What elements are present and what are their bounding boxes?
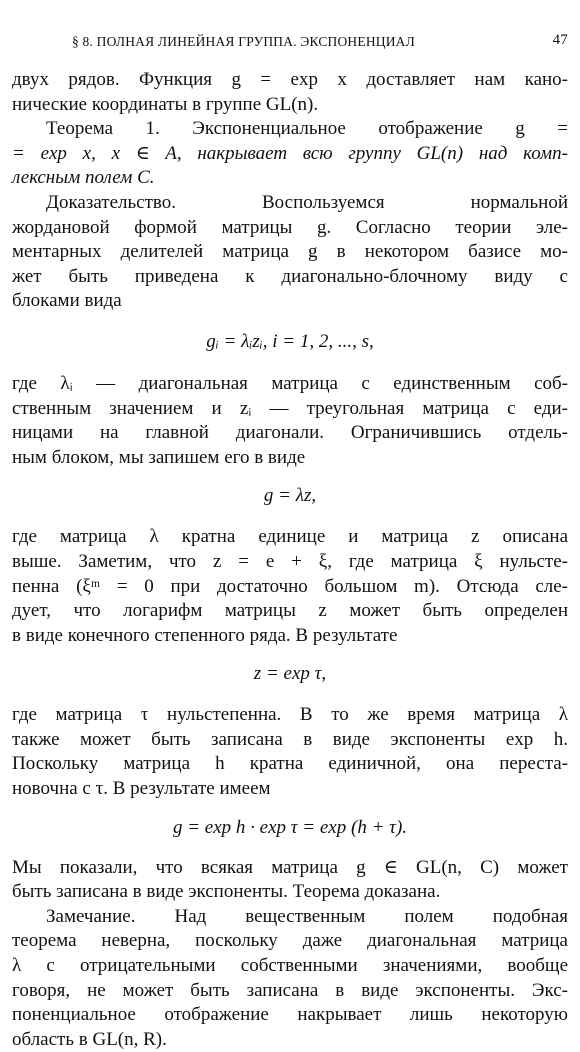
text-line: λ с отрицательными собственными значениями, вообще xyxy=(12,955,568,977)
text-line: пенна (ξᵐ = 0 при достаточно большом m). Отсюда сле- xyxy=(12,575,568,597)
text-line: жет быть приведена к диагонально-блочному виду с xyxy=(12,265,568,287)
text-line: дует, что логарифм матрицы z может быть определен xyxy=(12,600,568,622)
text-line: область в GL(n, R). xyxy=(12,1028,167,1050)
text-line: Поскольку матрица h кратна единичной, она переста- xyxy=(12,753,568,775)
text-line: = exp x, x ∈ A, накрывает всю группу GL(n) над комп- xyxy=(12,142,568,164)
text-line: ментарных делителей матрица g в некотором базисе мо- xyxy=(12,241,568,263)
text-line: где матрица τ нульстепенна. В то же время матрица λ xyxy=(12,704,568,726)
proof-heading-line: Доказательство. Воспользуемся нормальной xyxy=(46,191,568,213)
text-line: двух рядов. Функция g = exp x доставляет нам кано- xyxy=(12,69,568,90)
theorem-heading-line: Теорема 1. Экспоненциальное отображение g = xyxy=(46,118,568,140)
text-line: блоками вида xyxy=(12,290,122,312)
page-number: 47 xyxy=(552,32,568,48)
text-line: ным блоком, мы запишем его в виде xyxy=(12,446,306,468)
text-line: также может быть записана в виде экспоненты exp h. xyxy=(12,728,568,750)
formula-g-exp: g = exp h · exp τ = exp (h + τ). xyxy=(172,816,408,838)
text-line: быть записана в виде экспоненты. Теорема доказана. xyxy=(12,881,441,903)
formula-block: gᵢ = λᵢzᵢ, i = 1, 2, ..., s, xyxy=(206,330,374,352)
text-line: где матрица λ кратна единице и матрица z описана xyxy=(12,526,568,548)
text-line: новочна с τ. В результате имеем xyxy=(12,778,271,800)
page-body xyxy=(12,68,568,1052)
text-line: нические координаты в группе GL(n). xyxy=(12,93,319,115)
formula-z-exp-tau: z = exp τ, xyxy=(253,663,327,685)
text-line: говоря, не может быть записана в виде экспоненты. Экс- xyxy=(12,979,568,1001)
text-line: поненциальное отображение накрывает лишь некоторую xyxy=(12,1004,568,1026)
running-head: § 8. ПОЛНАЯ ЛИНЕЙНАЯ ГРУППА. ЭКСПОНЕНЦИАЛ xyxy=(72,34,415,49)
text-line: где λᵢ — диагональная матрица с единственным соб- xyxy=(12,372,568,394)
formula-g-lambda-z: g = λz, xyxy=(263,485,317,507)
text-line: Мы показали, что всякая матрица g ∈ GL(n, C) может xyxy=(12,856,568,878)
remark-heading-line: Замечание. Над вещественным полем подобная xyxy=(46,905,568,927)
page-header xyxy=(12,34,568,50)
text-line: теорема неверна, поскольку даже диагональная матрица xyxy=(12,930,568,952)
text-line: в виде конечного степенного ряда. В результате xyxy=(12,624,398,646)
text-line: ницами на главной диагонали. Ограничившись отдель- xyxy=(12,422,568,444)
text-line: жордановой формой матрицы g. Согласно теории эле- xyxy=(12,216,568,238)
text-line: лексным полем C. xyxy=(12,167,155,189)
text-line: выше. Заметим, что z = e + ξ, где матрица ξ нульсте- xyxy=(12,550,568,572)
text-line: ственным значением и zᵢ — треугольная матрица с еди- xyxy=(12,397,568,419)
